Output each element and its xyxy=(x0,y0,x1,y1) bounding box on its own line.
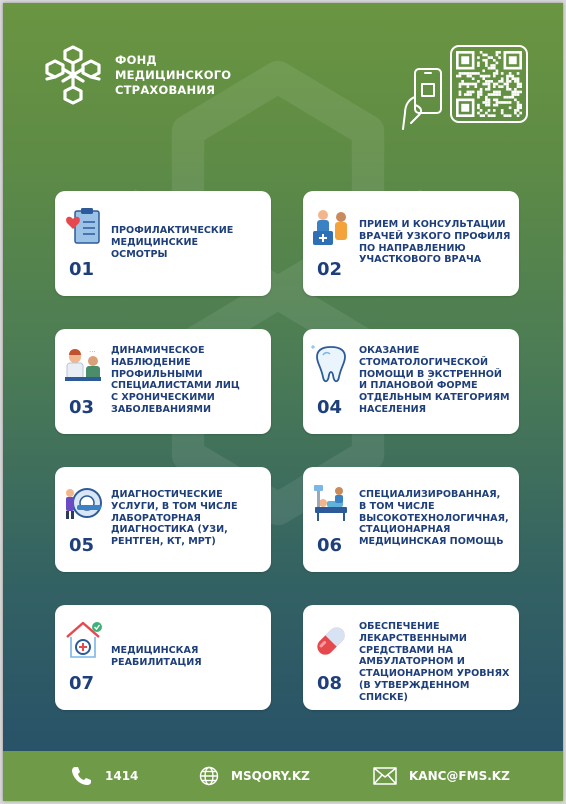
service-text: ПРИЕМ И КОНСУЛЬТАЦИИ ВРАЧЕЙ УЗКОГО ПРОФИЛЯ ПО НАПРАВЛЕНИЮ УЧАСТКОВОГО ВРАЧА xyxy=(359,219,511,266)
svg-text:...: ... xyxy=(89,346,96,354)
brand-name xyxy=(115,53,231,98)
service-text: МЕДИЦИНСКАЯ РЕАБИЛИТАЦИЯ xyxy=(111,645,202,668)
hospital-bed-icon xyxy=(311,481,351,525)
email-address: KANC@FMS.KZ xyxy=(409,769,510,783)
service-number: 06 xyxy=(317,535,343,556)
mail-icon xyxy=(373,767,397,785)
brand-line: СТРАХОВАНИЯ xyxy=(115,83,216,97)
service-text: ОКАЗАНИЕ СТОМАТОЛОГИЧЕСКОЙ ПОМОЩИ В ЭКСТРЕННОЙ И ПЛАНОВОЙ ФОРМЕ ОТДЕЛЬНЫМ КАТЕГОРИЯМ НАСЕЛЕНИЯ xyxy=(359,345,510,415)
website-contact[interactable] xyxy=(199,766,310,786)
doctor-patient-icon xyxy=(63,343,103,387)
service-number: 07 xyxy=(69,673,95,694)
service-text: ДИНАМИЧЕСКОЕ НАБЛЮДЕНИЕ ПРОФИЛЬНЫМИ СПЕЦИАЛИСТАМИ ЛИЦ С ХРОНИЧЕСКИМИ ЗАБОЛЕВАНИЯМИ xyxy=(111,345,240,415)
phone-contact[interactable] xyxy=(71,766,138,786)
globe-icon xyxy=(199,766,219,786)
service-text: ДИАГНОСТИЧЕСКИЕ УСЛУГИ, В ТОМ ЧИСЛЕ ЛАБОРАТОРНАЯ ДИАГНОСТИКА (УЗИ, РЕНТГЕН, КТ, МРТ) xyxy=(111,489,238,548)
fund-logo-icon xyxy=(43,45,103,105)
website-link: MSQORY.KZ xyxy=(231,769,310,783)
service-number: 04 xyxy=(317,397,343,418)
tooth-icon xyxy=(311,343,351,387)
brand-line: ФОНД xyxy=(115,53,157,67)
qr-code-icon xyxy=(456,51,522,117)
service-card-07 xyxy=(55,605,271,710)
phone-icon xyxy=(71,766,93,786)
phone-scan-icon xyxy=(401,67,447,133)
service-card-03 xyxy=(55,329,271,434)
service-number: 01 xyxy=(69,259,95,280)
qr-code[interactable] xyxy=(450,45,528,123)
service-text: ОБЕСПЕЧЕНИЕ ЛЕКАРСТВЕННЫМИ СРЕДСТВАМИ НА АМБУЛАТОРНОМ И СТАЦИОНАРНОМ УРОВНЯХ (В УТВЕРЖДЕННОМ СПИСКЕ) xyxy=(359,621,510,703)
service-number: 08 xyxy=(317,673,343,694)
clipboard-heart-icon xyxy=(63,205,103,249)
service-card-08 xyxy=(303,605,519,710)
contact-footer xyxy=(3,751,563,801)
service-number: 02 xyxy=(317,259,343,280)
service-card-02 xyxy=(303,191,519,296)
rehabilitation-icon xyxy=(63,619,103,663)
brand-line: МЕДИЦИНСКОГО xyxy=(115,68,232,82)
service-card-01 xyxy=(55,191,271,296)
service-text: ПРОФИЛАКТИЧЕСКИЕ МЕДИЦИНСКИЕ ОСМОТРЫ xyxy=(111,225,234,260)
service-number: 03 xyxy=(69,397,95,418)
phone-number: 1414 xyxy=(105,769,139,783)
mri-scanner-icon xyxy=(63,481,103,525)
service-text: СПЕЦИАЛИЗИРОВАННАЯ, В ТОМ ЧИСЛЕ ВЫСОКОТЕХНОЛОГИЧНАЯ, СТАЦИОНАРНАЯ МЕДИЦИНСКАЯ ПОМОЩЬ xyxy=(359,489,509,548)
doctor-consultation-icon xyxy=(311,205,351,249)
email-contact[interactable] xyxy=(373,767,510,785)
capsule-pill-icon xyxy=(311,619,351,663)
service-card-05 xyxy=(55,467,271,572)
service-number: 05 xyxy=(69,535,95,556)
poster-page xyxy=(3,3,563,801)
service-card-04 xyxy=(303,329,519,434)
service-card-06 xyxy=(303,467,519,572)
